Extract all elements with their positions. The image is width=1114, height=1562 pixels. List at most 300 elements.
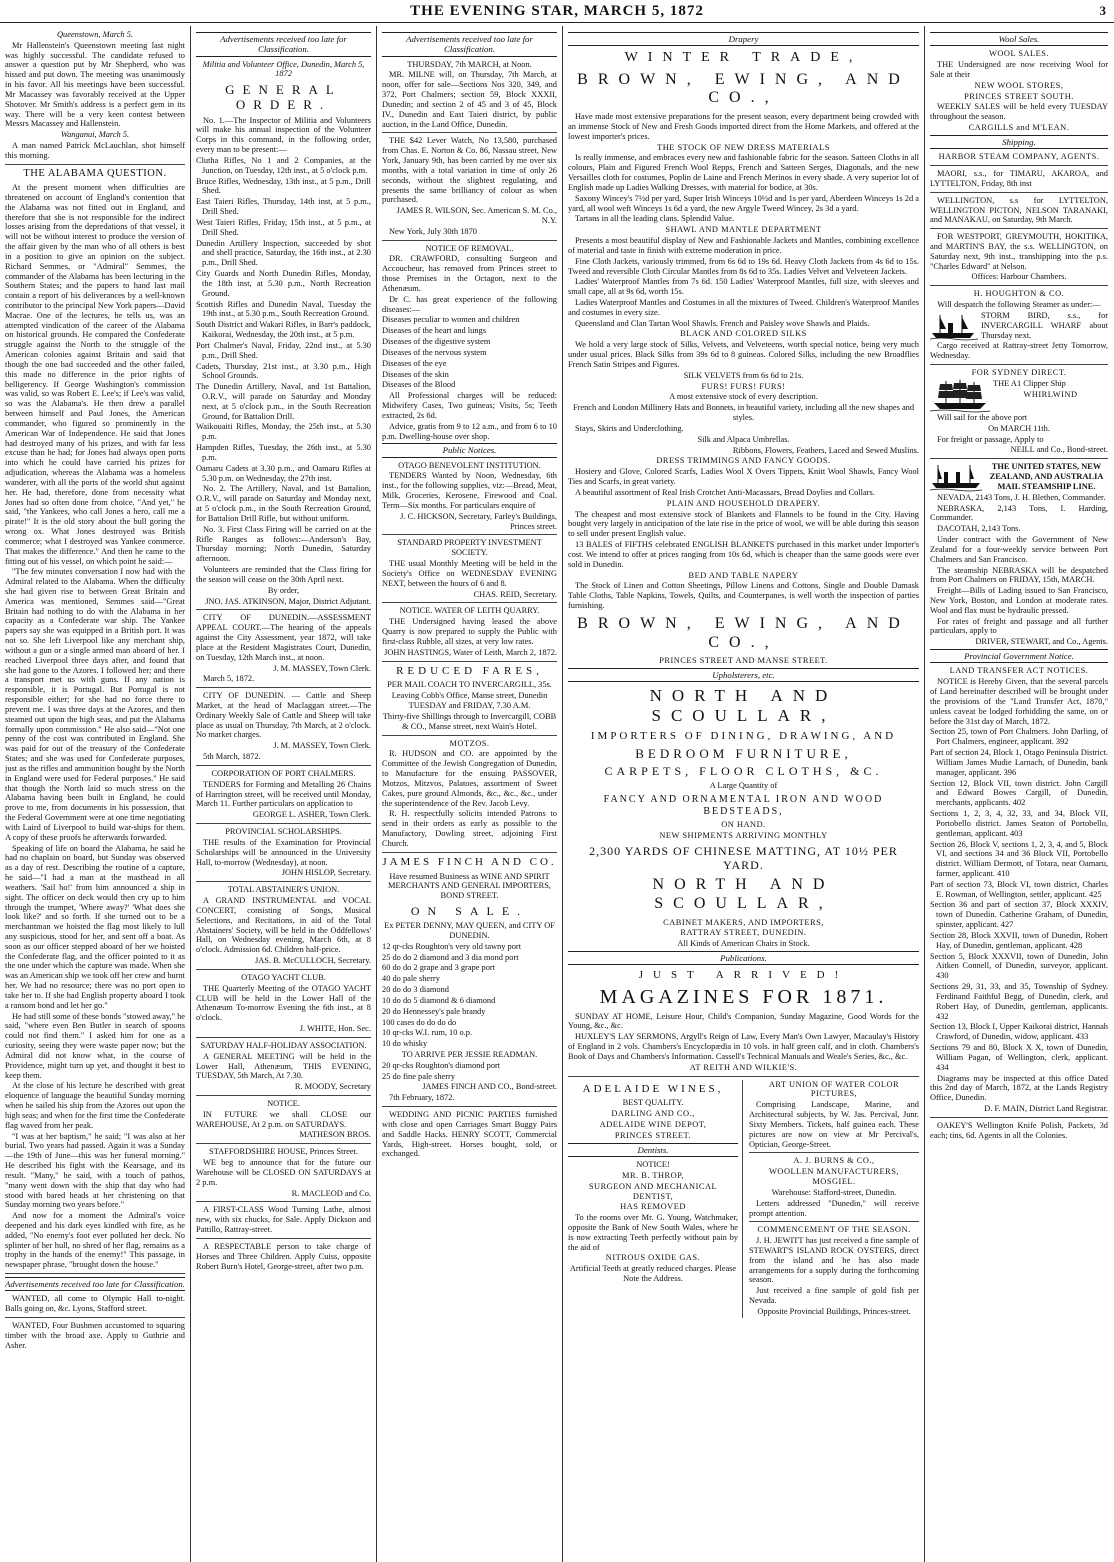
land-parcel-item: Section 26, Block V, sections 1, 2, 3, 4, and 5, Block VI, and sections 34 and 36 Block VII, Portobello district. William Dermott, of Totara, near Oamaru, farmer, applicant. 410: [930, 839, 1108, 878]
section-heading: Shipping.: [930, 135, 1108, 149]
land-parcel-item: Section 28, Block XXVII, town of Dunedin, Robert Hay, of Dunedin, gentleman, applicant. 428: [930, 930, 1108, 950]
ad-title: WINTER TRADE,: [624, 50, 863, 66]
ad-text: Will sail for the above port: [937, 412, 1028, 422]
ad-text: French and London Millinery Hats and Bonnets, in beautiful variety, including all the new shapes and styles.: [572, 403, 915, 423]
ship-entry: NEVADA, 2143 Tons, J. H. Blethen, Commander.: [937, 492, 1106, 502]
order-item: Hampden Rifles, Tuesday, the 26th inst., at 5.30 p.m.: [196, 443, 371, 462]
ad-heading: SHAWL AND MANTLE DEPARTMENT: [665, 225, 822, 235]
ad-signature: JAMES FINCH AND CO., Bond-street.: [422, 1082, 557, 1092]
divider: [930, 228, 1108, 229]
land-parcel-list: [930, 727, 1108, 1072]
ad-heading: NOTICE!: [636, 1160, 670, 1170]
ad-signature: MATHESON BROS.: [299, 1130, 371, 1140]
ad-line: ON HAND.: [721, 820, 766, 830]
ad-heading: STANDARD PROPERTY INVESTMENT SOCIETY.: [397, 538, 542, 558]
ad-text: Volunteers are reminded that the Class firing for the season will cease on the 30th April next.: [196, 565, 371, 584]
ad-signature: JOHN HISLOP, Secretary.: [281, 868, 371, 878]
land-parcel-item: Section 5, Block XXXVII, town of Dunedin, John Aitken Connell, of Dunedin, surveyor, applicant. 430: [930, 951, 1108, 981]
divider: [5, 1273, 185, 1274]
column-rule: [190, 26, 191, 1562]
ad-heading: SATURDAY HALF-HOLIDAY ASSOCIATION.: [200, 1040, 367, 1050]
ad-text: A GENERAL MEETING will be held in the Lower Hall, Athenæum, THIS EVENING, TUESDAY, 5th March, At 7.30.: [196, 1051, 371, 1081]
ad-date: 7th February, 1872.: [389, 1093, 455, 1103]
divider: [196, 969, 371, 970]
ad-text: THE $42 Lever Watch, No 13,580, purchased from Chas. E. Norton & Co. 86, Nassau street, New York, January 9th, has been carried by me over six months, with a total variation in time of only 26 seconds, without the slightest regulating, and presents the same brilliancy of colour as when purchased.: [382, 136, 557, 205]
ad-address: PRINCES STREET AND MANSE STREET.: [659, 656, 828, 666]
ad-text: Ladies Waterproof Mantles and Costumes in all the mixtures of Tweed. Children's Waterproof Mantles and costumes in every size.: [568, 298, 919, 317]
sale-item: 12 qr-cks Roughton's very old tawny port: [382, 941, 522, 951]
ad-heading: ART UNION OF WATER COLOR PICTURES,: [768, 1079, 900, 1099]
ad-text: FOR WESTPORT, GREYMOUTH, HOKITIKA, and MARTIN'S BAY, the s.s. WELLINGTON, on Saturday next, 9th inst., transhipping into the p.s. "Charles Edward" at Nelson.: [930, 232, 1108, 271]
news-paragraph: Mr Hallenstein's Queenstown meeting last night was highly successful. The candidate refused to answer a question put by Mr Shepherd, who was hissed and put down. The meeting was unanimously in his favor. All his meetings have been successful. Mr Macassey was favorably received at the Upper Shotover. Mr Smith's address is a perfect gem in its way. There will be a very keen contest between Messrs Macassey and Hallenstein.: [5, 40, 185, 129]
ad-line: FANCY AND ORNAMENTAL IRON AND WOOD BEDSTEADS,: [603, 794, 884, 817]
divider: [382, 534, 557, 535]
sale-item: 10 qr-cks W.I. rum, 10 o.p.: [382, 1028, 473, 1038]
ad-text: No. 1.—The Inspector of Militia and Volunteers will make his annual inspection of the Volunteer Corps in this command, in the following order, every man to be present:—: [196, 115, 371, 155]
divider: [382, 602, 557, 603]
ad-heading: HARBOR STEAM COMPANY, AGENTS.: [938, 152, 1100, 162]
ad-text: WANTED, all come to Olympic Hall to-night. Balls going on, &c. Lyons, Stafford street.: [5, 1294, 185, 1314]
masthead: [0, 0, 1114, 23]
ad-text: Diagrams may be inspected at this office Dated this 2nd day of March, 1872, at the Lands Registry Office, Dunedin.: [930, 1073, 1108, 1103]
ad-text: Offices: Harbour Chambers.: [971, 272, 1067, 282]
ad-line: BEDROOM FURNITURE,: [635, 746, 852, 761]
divider: [749, 1152, 919, 1153]
ad-line: PRINCES STREET SOUTH.: [964, 91, 1074, 101]
ad-heading: OTAGO BENEVOLENT INSTITUTION.: [398, 460, 541, 470]
firm-name: NORTH AND SCOULLAR,: [652, 876, 835, 912]
ad-text: MAORI, s.s., for TIMARU, AKAROA, and LYTTELTON, Friday, 8th inst: [930, 169, 1108, 188]
ad-text: We hold a very large stock of Silks, Velvets, and Velveteens, worth special notice, being very much under usual prices. Black Silks from 39s 6d to 8 guineas. Colored Silks, including the new Broadflies French Satin Stripes and Figures.: [568, 340, 919, 369]
ad-text: Comprising Landscape, Marine, and Architectural subjects, by W. Jas. Percival, Junr. Sixty Members. Tickets, half guinea each. These pictures are now on view at Mr Percival's, Optician, George-Street.: [749, 1100, 919, 1149]
clipper-ship-icon: [930, 379, 990, 413]
ship-entry: DACOTAH, 2,143 Tons.: [937, 524, 1021, 534]
ad-text: IN FUTURE we shall CLOSE our WAREHOUSE, At 2 p.m. on SATURDAYS.: [196, 1109, 371, 1129]
section-heading: Upholsterers, etc.: [568, 668, 919, 682]
disease-item: Diseases of the Blood: [382, 380, 456, 390]
order-item: East Taieri Rifles, Thursday, 14th inst, at 5 p.m., Drill Shed.: [196, 197, 371, 217]
disease-item: Diseases of the nervous system: [382, 347, 487, 357]
divider: [196, 765, 371, 766]
ad-heading: PLAIN AND HOUSEHOLD DRAPERY.: [666, 498, 821, 508]
steamship-icon: [930, 311, 978, 341]
firm-name: NORTH AND SCOULLAR,: [649, 686, 838, 726]
ad-line: CABINET MAKERS, AND IMPORTERS,: [663, 917, 824, 927]
ad-heading: THE UNITED STATES, NEW ZEALAND, AND AUSTRALIA MAIL STEAMSHIP LINE.: [989, 462, 1104, 491]
disease-item: Diseases of the digestive system: [382, 337, 491, 347]
ad-line: A Large Quantity of: [709, 781, 778, 791]
ad-text: BEST QUALITY.: [622, 1098, 684, 1108]
column-rule: [924, 26, 925, 1562]
land-parcel-item: Sections 79 and 80, Block X X, town of Dunedin, William Pagan, of Wellington, clerk, applicant. 434: [930, 1043, 1108, 1072]
divider: [196, 1201, 371, 1202]
ad-text: Under contract with the Government of New Zealand for a four-weekly service between Port Chalmers and San Francisco.: [930, 535, 1108, 564]
ad-text: For rates of freight and passage and all further particulars, apply to: [930, 616, 1108, 636]
ad-text: WE beg to announce that for the future our Warehouse will be CLOSED ON SATURDAYS at 2 p.m.: [196, 1158, 371, 1187]
disease-item: Diseases of the eye: [382, 358, 447, 368]
order-item: Waikouaiti Rifles, Monday, the 25th inst., at 5.30 p.m.: [196, 422, 371, 442]
ad-signature: NEILL and Co., Bond-street.: [1010, 445, 1108, 455]
ad-text: STORM BIRD, s.s., for INVERCARGILL WHARF about Thursday next.: [981, 310, 1108, 340]
ad-heading: NOTICE.: [267, 1098, 300, 1108]
order-item: The Dunedin Artillery, Naval, and 1st Battalion, O.R.V., will parade on Saturday and Monday next, at 5 o'clock p.m., in the South Recreation Ground, for Battalion Drill.: [196, 382, 371, 421]
article-paragraph: At the close of his lecture he described with great eloquence of language the beautiful Sunday morning when he sailed his ship from the Azores out upon the high seas; and when for the first time the Confederate flag waved from her peak.: [5, 1081, 185, 1130]
divider: [196, 881, 371, 882]
article-paragraph: "The few minutes conversation I now had with the Admiral related to the Alabama. When the difficulty she had given rise to between Great Britain and America was mentioned, Semmes said—"Great Britain had nothing to do with the Alabama in her capacity as a Confederate war ship. The Yankee papers say she was equipped in a British port. It was not so. She left Liverpool like any merchant ship, without a gun or a single armed man aboard of her. I reached Liverpool three days after, and found that she had gone to the Azores. I followed her; and there a transport met us with guns. If any nation is responsible, it is Portugal. But Portugal is not responsible either; for she had no force there to prevent me. I was three days at the Azores, and then steamed out upon the high seas, and put the Alabama formally upon commission." He also said—"Not one penny of the cost was contributed in England. She was paid for out of the treasury of the Confederate States; and she was used for Confederate purposes, just as the rifles and ammunition bought by the North in England were used for Federal purposes." He said that though the North laid so much stress on the Alabama having been built in England, he could prove to me, from documents in his possession, that the Federal Government were at one time negotiating with Laird of Liverpool to build war-ships for them. A copy of these proofs he afterwards forwarded.: [5, 567, 185, 842]
ad-text: Will despatch the following Steamer as under:—: [937, 300, 1101, 310]
ad-text: No. 2. The Artillery, Naval, and 1st Battalion, O.R.V., will parade on Saturday and Monday next, at 5 o'clock p.m., in the South Recreation Ground, for Battalion Drill Rifle, but without uniform.: [196, 484, 371, 523]
ad-text: Advice, gratis from 9 to 12 a.m., and from 6 to 10 p.m. Dwelling-house over shop.: [382, 421, 557, 441]
land-parcel-item: Part of section 73, Block VI, town district, Charles E. Rowman, of Wellington, settler, applicant. 425: [930, 879, 1108, 899]
section-heading: Advertisements received too late for Classification.: [382, 32, 557, 57]
ad-heading: OTAGO YACHT CLUB.: [241, 972, 326, 982]
ad-heading: CORPORATION OF PORT CHALMERS.: [211, 768, 356, 778]
column-shipping: [930, 30, 1108, 1556]
ad-signature: AT REITH AND WILKIE'S.: [689, 1062, 798, 1072]
divider: [5, 1317, 185, 1318]
ad-text: THE Undersigned having leased the above Quarry is now prepared to supply the Public with first-class Rubble, all sizes, at very low rates.: [382, 617, 557, 646]
divider: [196, 1143, 371, 1144]
ad-text: R. HUDSON and CO. are appointed by the Committee of the Jewish Congregation of Dunedin, to Manufacture for the ensuing PASSOVER, Motzos, Mitzvos, Palatoes, assortment of Sweet Cakes, pure ground Almonds, &c., &c., &c., under the superintendence of the Rev. Jacob Levy.: [382, 749, 557, 808]
ad-title: JUST ARRIVED!: [638, 969, 849, 982]
ad-text: Freight—Bills of Lading issued to San Francisco, New York, Boston, and London at moderate rates. Wool and flax must be hydraulic pressed.: [930, 586, 1108, 615]
ad-date: On MARCH 11th.: [988, 423, 1050, 433]
ad-signature: R. MOODY, Secretary: [294, 1082, 371, 1092]
ad-text: Letters addressed "Dunedin," will receive prompt attention.: [749, 1198, 919, 1218]
divider: [196, 1238, 371, 1239]
ad-date: 5th March, 1872.: [203, 752, 261, 762]
ad-text: The cheapest and most extensive stock of Blankets and Flannels to be found in the City. Having bought very largely in anticipation of the late rise in the price of wool, we will be able during this season to sell under present English value.: [568, 509, 919, 539]
ad-text: Cargo received at Rattray-street Jetty Tomorrow, Wednesday.: [930, 341, 1108, 361]
ad-heading: STAFFORDSHIRE HOUSE, Princes Street.: [209, 1147, 358, 1157]
ad-heading: FURS! FURS! FURS!: [701, 381, 786, 391]
ad-text: All Professional charges will be reduced: Midwifery Cases, Two guineas; Visits, 5s; Teeth extracted, 2s 6d.: [382, 391, 557, 420]
ad-text: Leaving Cobb's Office, Manse street, Dunedin TUESDAY and FRIDAY, 7.30 A.M.: [391, 691, 548, 711]
divider: [196, 1095, 371, 1096]
divider: [749, 1221, 919, 1222]
ad-signature: J. C. HICKSON, Secretary, Farley's Buildings, Princes street.: [400, 511, 557, 531]
ads-left: [568, 1080, 743, 1318]
arrival-item: 20 qr-cks Roughton's diamond port: [382, 1060, 501, 1070]
divider: [196, 609, 371, 610]
section-heading: Advertisements received too late for Classification.: [196, 32, 371, 57]
ad-title: SURGEON AND MECHANICAL DENTIST,: [588, 1181, 718, 1201]
article-heading: THE ALABAMA QUESTION.: [23, 167, 167, 179]
ad-date: THURSDAY, 7th MARCH, at Noon.: [407, 59, 532, 69]
column-rule: [376, 26, 377, 1562]
ad-text: TENDERS Wanted by Noon, Wednesday, 6th inst., for the following supplies, viz:—Bread, Meat, Milk, Groceries, Kerosene, Firewood and Coal. Term—Six months. For particulars enquire of: [382, 471, 557, 510]
ad-text: A RESPECTABLE person to take charge of Horses and Three Children. Apply Cuiss, opposite Robert Burn's Hotel, George-street, after two p.m.: [196, 1241, 371, 1271]
ad-signature: JAS. B. McCULLOCH, Secretary.: [255, 956, 371, 966]
article-paragraph: At the present moment when difficulties are threatened on account of England's contention that the Alabama was not fitted out in England, and therefore that she is not responsible for the indirect losses arising from the depredations of that vessel, it will not be without interest to produce the version of the affair given by the man who of all others is best in a position to give an opinion on the subject. Richard Semmes, or "Admiral" Semmes, the commander of the Alabama has been lecturing in the Southern States; and the papers to hand last mail contain a report of his deliverances by a well-known contributor to the principal New York papers—David Macrae. One of the lectures, he tells us, was an attempted vindication of the career of the Alabama on historical grounds. He compared the Confederate struggle against the North to the struggle of the American colonies against Britain and said that though the one had succeeded and the other failed, this made no difference in the prior rights of belligerency. If George Washington's commission was valid, so was Robert E. Lee's; if Lee's was valid, so was the Alabama's. He then drew a parallel between himself and Paul Jones, the American commander, who figured so prominently in the American War of Independence. He said that Jones had destroyed many of his prizes, and with far less excuse than he had; for Jones had always open ports into which he could have carried his prizes for adjudication, whereas the Alabama was a homeless wanderer, with all the ports of the world shut against her. He had, therefore, done from necessity what Jones had so often done from choice. "And yet," he said, "the Yankees, who call Jones a hero, call me a pirate!" It is the old story about the bull goring the wrong ox. What Jones destroyed was British commerce; what I destroyed was Yankee commerce. That makes the difference." And then he came to the fitting out of his vessel, on which point he said:—: [5, 183, 185, 566]
dateline: Queenstown, March 5.: [57, 30, 133, 39]
sale-item: 20 do do 3 diamond: [382, 985, 449, 995]
land-parcel-item: Sections 29, 31, 33, and 35, Township of Sydney. Ferdinand Faithful Begg, of Dunedin, clerk, and Robert Hay, of Dunedin, gentleman, applicants. 432: [930, 982, 1108, 1021]
ad-text: Hosiery and Glove, Colored Scarfs, Ladies Wool X Overs Tippets, Knitt Wool Shawls, Fancy Wool Ties and Scarfs, in great variety.: [568, 467, 919, 487]
ad-office: Militia and Volunteer Office, Dunedin, March 5, 1872: [202, 59, 365, 79]
ad-heading: THE A1 Clipper Ship: [993, 378, 1066, 388]
ad-heading: BLACK AND COLORED SILKS: [680, 329, 807, 339]
ad-subtitle: Ex PETER DENNY, MAY QUEEN, and CITY OF DUNEDIN.: [384, 921, 555, 940]
sale-item: 25 do do 2 diamond and 3 dia mond port: [382, 952, 519, 962]
sale-item: 10 do do 5 diamond & 6 diamond: [382, 995, 496, 1005]
ad-signature: DARLING AND CO.,: [611, 1109, 695, 1119]
section-heading: Provincial Government Notice.: [930, 649, 1108, 663]
ad-line: RATTRAY STREET, DUNEDIN.: [680, 928, 807, 938]
ad-text: Just received a fine sample of gold fish per Nevada.: [749, 1286, 919, 1306]
land-parcel-item: Part of section 24, Block 1, Otago Peninsula District. William James Mudie Larnach, of Dunedin, bank manager, applicant. 396: [930, 748, 1108, 777]
ad-heading: THE STOCK OF NEW DRESS MATERIALS: [657, 142, 830, 152]
ad-signature: GEORGE L. ASHER, Town Clerk.: [252, 810, 371, 820]
divider: [382, 661, 557, 662]
order-item: Oamaru Cadets at 3.30 p.m., and Oamaru Rifles at 5.30 p.m. on Wednesday, the 27th inst.: [196, 463, 371, 483]
ad-heading: PROVINCIAL SCHOLARSHIPS.: [225, 827, 342, 837]
ad-signature: J. WHITE, Hon. Sec.: [299, 1024, 371, 1034]
ad-signature: D. F. MAIN, District Land Registrar.: [984, 1104, 1108, 1114]
ad-text: Tartans in all the leading clans. Splendid Value.: [575, 214, 735, 224]
ad-text: The steamship NEBRASKA will be despatched from Port Chalmers on FRIDAY, 15th, MARCH.: [930, 565, 1108, 585]
ad-text: CITY OF DUNEDIN.—ASSESSMENT APPEAL COURT.—The hearing of the appeals against the City Assessment, year 1872, will take place at the Resident Magistrates Court, Dunedin, on Tuesday, 12th March inst., at noon.: [196, 613, 371, 662]
order-item: Port Chalmer's Naval, Friday, 22nd inst., at 5.30 p.m., Drill Shed.: [196, 340, 371, 360]
ad-title: MAGAZINES FOR 1871.: [599, 986, 888, 1009]
ad-subtitle: PER MAIL COACH TO INVERCARGILL, 35s.: [387, 680, 552, 690]
ad-text: Silk and Alpaca Umbrellas.: [697, 434, 790, 444]
section-heading: Wool Sales.: [930, 32, 1108, 46]
matting-offer: 2,300 YARDS OF CHINESE MATTING, AT 10½ PER YARD.: [589, 844, 898, 873]
disease-list: [382, 315, 557, 390]
ad-text: HUXLEY'S LAY SERMONS, Argyll's Reign of Law, Every Man's Own Lawyer, Macaulay's History of England in 2 vols. Chambers's Encyclopædia in 10 vols. in half green calf, and in cloth. Chambers's Book of Days and Chambers's Information. Cassell's Technical Manuals and Weale's Series, &c., &c.: [568, 1032, 919, 1061]
ad-text: Presents a most beautiful display of New and Fashionable Jackets and Mantles, combining excellence of material and taste in finish with extreme moderation in price.: [568, 236, 919, 255]
ad-text: Dr C. has great experience of the following diseases:—: [382, 294, 557, 314]
ad-text: THE usual Monthly Meeting will be held in the Society's Office on WEDNESDAY EVENING NEXT, between the hours of 6 and 8.: [382, 559, 557, 588]
order-item: Scottish Rifles and Dunedin Naval, Tuesday the 19th inst., at 5.30 p.m., South Recreation Ground.: [196, 299, 371, 319]
ad-text: A most extensive stock of every description.: [669, 392, 818, 402]
ad-text: Ladies' Waterproof Mantles from 7s 6d. 150 Ladies' Waterproof Mantles, full size, with sleeves and small cape, all at 9s 6d, worth 15s.: [568, 277, 919, 297]
ad-text: Warehouse: Stafford-street, Dunedin.: [771, 1187, 897, 1197]
land-parcel-item: Section 12, Block VII, town district. John Cargill and Edward Bowes Cargill, of Dunedin, merchants, applicants. 402: [930, 778, 1108, 808]
ad-signature: ADELAIDE WINE DEPOT,: [599, 1120, 707, 1130]
divider: [930, 364, 1108, 365]
ad-signature: CARGILLS and M'LEAN.: [968, 123, 1070, 133]
ad-signature: CHAS. REID, Secretary.: [473, 589, 557, 599]
dateline: Wanganui, March 5.: [60, 130, 130, 140]
mail-steamer-icon: [930, 462, 982, 492]
divider: [382, 735, 557, 736]
ad-heading: DRESS TRIMMINGS AND FANCY GOODS.: [656, 456, 831, 466]
ad-text: Stays, Skirts and Underclothing.: [575, 423, 684, 433]
divider: [930, 165, 1108, 166]
divider: [930, 192, 1108, 193]
ad-text: MR. MILNE will, on Thursday, 7th March, at noon, offer for sale—Sections Nos 320, 349, and 372, Port Chalmers; section 59, Block XXXII, Dunedin; and section 2 of 45 and 3 of 45, Block IV., Dunedin and East Taieri district, by public auction, in the Land Office, Dunedin.: [382, 70, 557, 129]
order-item: South District and Wakari Rifles, in Barr's paddock, Kaikorai, Wednesday, the 20th inst., at 5 p.m.: [196, 320, 371, 340]
divider: [930, 458, 1108, 459]
order-item: Bruce Rifles, Wednesday, 13th inst., at 5 p.m., Drill Shed.: [196, 176, 371, 196]
divider: [382, 132, 557, 133]
ad-text: Is really immense, and embraces every new and fashionable fabric for the season. Satteen Cloths in all colours, Plain and Figured French Wool Repps, French and Satteen Serges, Diagonals, and the new Versailles cloth for costumes, Poplin de Laine and French Merinos in every shade. A very superior lot of English made up Ladies Walking Dresses, with material for bodice, at 30s.: [568, 153, 919, 192]
section-heading: Drapery: [568, 32, 919, 46]
ship-name: WHIRLWIND: [1023, 389, 1078, 399]
ad-text: Have made most extensive preparations for the present season, every department being crowded with an immense Stock of New and Fresh Goods imported direct from the Home Markets, and offered at the lowest importer's prices.: [568, 112, 919, 141]
ad-subtitle: TO ARRIVE PER JESSIE READMAN.: [401, 1049, 538, 1059]
land-parcel-item: Section 25, town of Port Chalmers. John Darling, of Port Chalmers, engineer, applicant. 392: [930, 727, 1108, 747]
order-item: Dunedin Artillery Inspection, succeeded by shot and shell practice, Saturday, the 16th inst., at 2.30 p.m., Drill Shed.: [196, 238, 371, 268]
ad-text: A GRAND INSTRUMENTAL and VOCAL CONCERT, consisting of Songs, Musical Selections, and Recitations, in aid of the Total Abstainers' Society, will be held in the Oddfellows' Hall, on Wednesday evening, March 6th, at 8 o'clock. Admission 6d. Children half-price.: [196, 896, 371, 955]
ad-text: A FIRST-CLASS Wood Turning Lathe, almost new, with six chucks, for Sale. Apply Dickson and Pattillo, Rattray-street.: [196, 1205, 371, 1235]
ad-line: All Kinds of American Chairs in Stock.: [677, 939, 810, 949]
ad-text: Artificial Teeth at greatly reduced charges. Please Note the Address.: [569, 1264, 737, 1284]
ad-heading: A. J. BURNS & CO.,: [793, 1156, 875, 1166]
ad-text: Have resumed Business as WINE AND SPIRIT MERCHANTS AND GENERAL IMPORTERS, BOND STREET.: [388, 871, 551, 901]
ad-heading: WOOL SALES.: [988, 49, 1050, 59]
newspaper-title: THE EVENING STAR, MARCH 5, 1872: [410, 3, 704, 19]
whirlwind-text: [993, 379, 1108, 401]
arrival-list: [382, 1061, 557, 1082]
page-number: 3: [1099, 3, 1106, 18]
ad-text: WELLINGTON, s.s for LYTTELTON, WELLINGTON PICTON, NELSON TARANAKI, and MANAKAU, on Saturday, 9th March.: [930, 195, 1108, 225]
arrival-item: 25 do fine pale sherry: [382, 1071, 456, 1081]
divider: [382, 240, 557, 241]
ad-text: Fine Cloth Jackets, variously trimmed, from 6s 6d to 19s 6d. Heavy Cloth Jackets from 4s 6d to 15s. Tweed and reversible Cloth Circular Mantles from 8s 6d to 35s. Ladies Velvet and Velveteen Jackets.: [568, 256, 919, 276]
section-heading: Public Notices.: [382, 443, 557, 457]
sale-item: 20 do Hennessey's pale brandy: [382, 1006, 486, 1016]
ad-text: Thirty-five Shillings through to Invercargill, COBB & CO., Manse street, next Wain's Hotel.: [382, 711, 557, 731]
ad-date: March 5, 1872.: [203, 674, 255, 684]
ad-text: OAKEY'S Wellington Knife Polish, Packets, 3d each; tins, 6d. Agents in all the Colonies.: [930, 1120, 1108, 1140]
column-news: [5, 30, 185, 1556]
ad-heading: NOTICE OF REMOVAL.: [425, 243, 514, 253]
ad-line: NEW WOOL STORES,: [974, 80, 1064, 90]
sale-item: 60 do do 2 grape and 3 grape port: [382, 963, 496, 973]
ad-heading: TOTAL ABSTAINER'S UNION.: [227, 885, 340, 895]
sale-item: 40 do pale sherry: [382, 974, 440, 984]
ad-text: No. 3. First Class Firing will be carried on at the Rifle Ranges as follows:—Anderson's Bay, Thursday morning; North Dunedin, Saturday afternoon.: [196, 524, 371, 564]
ad-heading: LAND TRANSFER ACT NOTICES.: [949, 666, 1089, 676]
mail-line-ad: [930, 462, 1108, 492]
order-item: Clutha Rifles, No 1 and 2 Companies, at the Junction, on Tuesday, 12th inst., at 5 o'clock p.m.: [196, 155, 371, 175]
ad-signature: J. M. MASSEY, Town Clerk.: [273, 741, 371, 751]
ad-heading: FOR SYDNEY DIRECT.: [971, 368, 1067, 378]
ad-text: THE results of the Examination for Provincial Scholarships will be announced in the University Hall, to-morrow (Wednesday), at noon.: [196, 837, 371, 867]
section-heading: Advertisements received too late for Classification.: [5, 1277, 185, 1291]
ad-subtitle: WOOLLEN MANUFACTURERS, MOSGIEL.: [769, 1167, 899, 1187]
ad-text: 13 BALES of FIFTHS celebrated ENGLISH BLANKETS purchased in this market under Importer's cost. We intend to offer at prices ranging from 10s 6d, which is cheaper than the same goods were ever sold in Dunedin.: [568, 540, 919, 569]
ad-signature: JNO. JAS. ATKINSON, Major, District Adjutant.: [205, 596, 371, 606]
divider: [930, 285, 1108, 286]
divider: [196, 823, 371, 824]
ad-text: THE Quarterly Meeting of the OTAGO YACHT CLUB will be held in the Lower Hall of the Athenæum To-morrow Evening the 6th inst., at 8 o'clock.: [196, 983, 371, 1023]
ad-signature: JOHN HASTINGS, Water of Leith, March 2, 1872.: [384, 647, 557, 657]
disease-item: Diseases of the skin: [382, 369, 449, 379]
ad-title: ADELAIDE WINES,: [582, 1082, 724, 1095]
ad-heading: MOTZOS.: [449, 738, 490, 748]
ad-signature: DRIVER, STEWART, and Co., Agents.: [975, 637, 1108, 647]
ad-text: Ribbons, Flowers, Feathers, Laced and Sewed Muslins.: [732, 445, 919, 455]
ad-title: JAMES FINCH AND CO.: [382, 855, 557, 868]
whirlwind-ad: [930, 379, 1108, 413]
ad-text: SUNDAY AT HOME, Leisure Hour, Child's Companion, Sunday Magazine, Good Words for the Young, &c., &c.: [568, 1011, 919, 1031]
divider: [196, 1037, 371, 1038]
ad-text: TENDERS for Forming and Metalling 26 Chains of Harrington street, will be received until Monday, March 11. Further particulars on application to: [196, 779, 371, 809]
column-drapery: [568, 30, 919, 1556]
disease-item: Diseases peculiar to women and children: [382, 315, 520, 325]
article-paragraph: He had still some of these bonds "stowed away," he said, "where even Ben Butler in search of spoons could not find them." I asked him for one as a curiosity, seeing they were waste paper now; but the Admiral did not know what, in the course of Providence, might turn up yet, and thought it best to keep them.: [5, 1011, 185, 1080]
ad-text: J. H. JEWITT has just received a fine sample of STEWART'S ISLAND ROCK OYSTERS, direct from the island and he has also made arrangements for a supply during the forthcoming season.: [749, 1236, 919, 1285]
ad-text: Queensland and Clan Tartan Wool Shawls. French and Paisley wove Shawls and Plaids.: [575, 318, 870, 328]
disease-item: Diseases of the heart and lungs: [382, 326, 486, 336]
ad-signature: PRINCES STREET.: [614, 1130, 692, 1140]
ad-text: NOTICE is Hereby Given, that the several parcels of Land hereinafter described will be brought under the provisions of the "Land Transfer Act, 1870," unless caveat be lodged forbidding the same, on or before the 31st day of March, 1872.: [930, 677, 1108, 726]
ad-date: New York, July 30th 1870: [389, 226, 477, 236]
ad-text: The Stock of Linen and Cotton Sheetings, Pillow Linens and Cottons, Single and Double Damask Table Cloths, Table Napkins, Towels, Quilts, and Counterpanes, is well worth the inspection of parties furnishing.: [568, 581, 919, 611]
ad-text: For freight or passage, Apply to: [937, 434, 1044, 444]
ad-heading: HAS REMOVED: [620, 1202, 686, 1212]
ad-heading: BED AND TABLE NAPERY: [688, 570, 799, 580]
ad-signature: JAMES R. WILSON, Sec. American S. M. Co., N.Y.: [396, 206, 557, 225]
bottom-ads: [568, 1080, 919, 1318]
ads-right: [749, 1080, 919, 1318]
ad-line: NEW SHIPMENTS ARRIVING MONTHLY: [659, 831, 828, 841]
divider: [930, 1117, 1108, 1118]
ad-line: IMPORTERS OF DINING, DRAWING, AND: [590, 730, 897, 743]
sale-item: 100 cases do do do do: [382, 1017, 457, 1027]
column-rule: [562, 26, 563, 1562]
land-parcel-item: Section 36 and part of section 37, Block XXXIV, town of Dunedin. Catherine Graham, of Dunedin, spinster, applicant. 427: [930, 900, 1108, 930]
ad-text: To the rooms over Mr. G. Young, Watchmaker, opposite the Bank of New South Wales, where he is now extracting Teeth perfectly without pain by the aid of: [568, 1213, 738, 1252]
section-heading: Publications.: [568, 951, 919, 965]
ad-heading: COMMENCEMENT OF THE SEASON.: [757, 1225, 911, 1235]
ad-text: WEDDING AND PICNIC PARTIES furnished with close and open Carriages Smart Buggy Pairs and Saddle Hacks. HENRY SCOTT, Commercial Yards, High-street. Horses bought, sold, or exchanged.: [382, 1110, 557, 1159]
ad-heading: NITROUS OXIDE GAS.: [605, 1253, 701, 1263]
ad-text: DR. CRAWFORD, consulting Surgeon and Accoucheur, has removed from Princes street to those Premises in the Octagon, next to the Athenæum.: [382, 254, 557, 293]
ad-title: GENERAL ORDER.: [225, 82, 342, 113]
divider: [382, 852, 557, 853]
order-item: City Guards and North Dunedin Rifles, Monday, the 18th inst, at 5.30 p.m., North Recreation Ground.: [196, 269, 371, 298]
firm-name: BROWN, EWING, AND CO.,: [577, 70, 910, 107]
ad-signature: J. M. MASSEY, Town Clerk.: [273, 663, 371, 673]
ad-signature: By order,: [267, 585, 300, 595]
ad-title: ON SALE.: [410, 904, 529, 919]
divider: [568, 1076, 919, 1077]
divider: [382, 1106, 557, 1107]
ad-text: CITY OF DUNEDIN. — Cattle and Sheep Market, at the head of Maclaggan street.—The Ordinary Weekly Sale of Cattle and Sheep will take place as usual on Thursday, 7th March, at 2 o'clock. No market charges.: [196, 691, 371, 740]
ad-text: R. H. respectfully solicits intended Patrons to send in their orders as early as possible to the Manufactory, Dowling street, adjoining First Church.: [382, 809, 557, 848]
ad-title: REDUCED FARES,: [396, 664, 543, 677]
ad-text: Saxony Wincey's 7½d per yard, Super Irish Winceys 10½d and 1s per yard, Aberdeen Winceys 1s 2d a yard, all wool weft Winceys 1s 6d a yard, the new Argyle Tweed Wincey, 2s 3d a yard.: [568, 193, 919, 213]
column-ads-1: [196, 30, 371, 1556]
storm-bird-ad: [930, 311, 1108, 341]
section-heading: Dentists.: [568, 1143, 738, 1157]
ad-text: THE Undersigned are now receiving Wool for Sale at their: [930, 60, 1108, 79]
ad-signature: Opposite Provincial Buildings, Princes-street.: [757, 1306, 911, 1316]
sale-item: 10 do whisky: [382, 1039, 428, 1049]
divider: [196, 687, 371, 688]
order-item: West Taieri Rifles, Friday, 15th inst., at 5 p.m., at Drill Shed.: [196, 217, 371, 237]
ad-text: SILK VELVETS from 6s 6d to 21s.: [683, 370, 804, 380]
ad-heading: H. HOUGHTON & CO.: [973, 289, 1065, 299]
ad-text: WANTED, Four Bushmen accustomed to squaring timber with the broad axe. Apply to Guthrie and Asher.: [5, 1321, 185, 1350]
firm-name: BROWN, EWING, AND CO.,: [577, 614, 910, 651]
ad-text: WEEKLY SALES will be held every TUESDAY throughout the season.: [930, 102, 1108, 122]
news-paragraph: A man named Patrick McLauchlan, shot himself this morning.: [5, 141, 185, 160]
column-ads-2: [382, 30, 557, 1556]
ad-line: CARPETS, FLOOR CLOTHS, &C.: [604, 764, 883, 779]
land-parcel-item: Section 13, Block I, Upper Kaikorai district, Hannah Crawford, of Dunedin, widow, applicant. 433: [930, 1022, 1108, 1042]
article-paragraph: "I was at her baptism," he said; "I was also at her burial. Two years had passed. Again it was a Sunday—the 19th of June—this was her funeral morning." He described his fight with the Kearsage, and its result. "Many," he said, with a touch of pathos, "many went down with the ship that day who had stood with bared heads at her christening on that Sunday morning two years before.": [5, 1131, 185, 1210]
article-paragraph: And now for a moment the Admiral's voice deepened and his dark eyes kindled with fire, as he added, "No enemy's foot ever polluted her deck. No splinter of her hull, no shred of her flag, remains as a trophy in the hands of the enemy!" This passage, in newspaper phrase, "brought down the house.": [5, 1211, 185, 1270]
article-paragraph: Speaking of life on board the Alabama, he said he had no chaplain on board, but Sunday was observed as a day of rest. Describing the routine of a capture, he said—"I had a man at the masthead in all weathers. 'Sail ho!' from him announced a ship in sight. The officer on deck would then cry up to him through the trumpet, 'Where away?' 'What does she look like?' and so forth. If she turned out to be a merchantman we hoisted the flag most likely to lull any suspicious, stood for her, and sent off a boat. As soon as our officer stepped aboard of her we hoisted the Confederate flag, and the officer pointed to it as the one under which the capture was made. When she was an American ship we took off her crew and burnt her. We had no resource; there was no port open to take her to. If she had English property aboard I took a ransom bond and let her go.": [5, 843, 185, 1010]
ship-entry: NEBRASKA, 2,143 Tons, I. Harding, Commander.: [930, 503, 1108, 523]
ad-name: MR. B. THROP,: [622, 1170, 684, 1180]
